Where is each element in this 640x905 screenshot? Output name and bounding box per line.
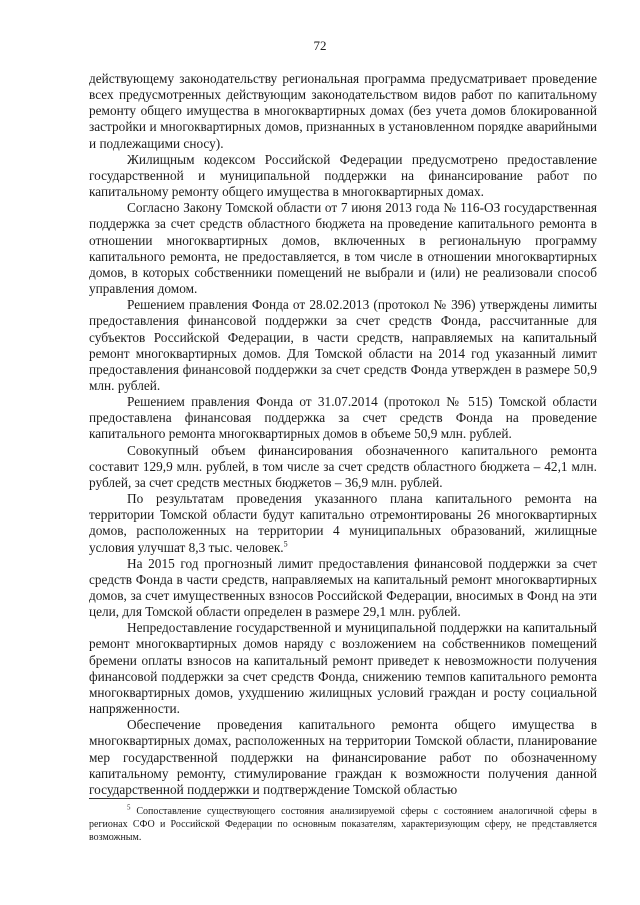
paragraph-4: Решением правления Фонда от 28.02.2013 (протокол № 396) утверждены лимиты предоставления финансовой поддержки за счет средств Фонда, рассчитанные для субъектов Российской Федерации, в части средств, направляемых на капитальный ремонт многоквартирных домов. Для Томской области на 2014 год указанный лимит предоставления финансовой поддержки за счет средств Фонда утвержден в размере 50,9 млн. рублей. [89, 297, 597, 393]
paragraph-3: Согласно Закону Томской области от 7 июня 2013 года № 116-ОЗ государственная поддержка за счет средств областного бюджета на проведение капитального ремонта в отношении многоквартирных домов, включенных в региональную программу капитального ремонта, не предоставляется, в том числе в отношении многоквартирных домов, в которых собственники помещений не выбрали и (или) не реализовали способ управления домом. [89, 200, 597, 297]
paragraph-5: Решением правления Фонда от 31.07.2014 (протокол № 515) Томской области предоставлена финансовая поддержка за счет средств Фонда на проведение капитального ремонта многоквартирных домов в объеме 50,9 млн. рублей. [89, 394, 597, 442]
page-number: 72 [313, 38, 327, 53]
footnote-reference[interactable]: 5 [283, 539, 288, 549]
paragraph-7: По результатам проведения указанного плана капитального ремонта на территории Томской области будут капитально отремонтированы 26 многоквартирных домов, расположенных на территории 4 муниципальных образований, жилищные условия улучшат 8,3 тыс. человек.$^5$ [89, 491, 597, 555]
paragraph-10: Обеспечение проведения капитального ремонта общего имущества в многоквартирных домах, расположенных на территории Томской области, планирование мер государственной поддержки на финансирование работ по обозначенному капитальному ремонту, стимулирование граждан к возможности получения данной государственной поддержки и подтверждение Томской областью [89, 717, 597, 797]
body-text [89, 71, 597, 798]
paragraph-2: Жилищным кодексом Российской Федерации предусмотрено предоставление государственной и муниципальной поддержки на финансирование работ по капитальному ремонту общего имущества в многоквартирных домах. [89, 151, 597, 200]
paragraph-6: Совокупный объем финансирования обозначенного капитального ремонта составит 129,9 млн. рублей, в том числе за счет средств областного бюджета – 42,1 млн. рублей, за счет средств местных бюджетов – 36,9 млн. рублей. [89, 442, 597, 490]
footnote [89, 805, 597, 844]
paragraph-9: Непредоставление государственной и муниципальной поддержки на капитальный ремонт многоквартирных домов наряду с возложением на собственников помещений бремени оплаты взносов на капитальный ремонт приведет к невозможности получения финансовой поддержки за счет средств Фонда, снижению темпов капитального ремонта многоквартирных домов, ухудшению жилищных условий граждан и росту социальной напряженности. [89, 620, 597, 717]
footnote-text: Сопоставление существующего состояния анализируемой сферы с состоянием аналогичной сферы в регионах СФО и Российской Федерации по основным показателям, характеризующим сферу, не представляется возможным. [89, 806, 598, 843]
paragraph-8: На 2015 год прогнозный лимит предоставления финансовой поддержки за счет средств Фонда в части средств, направляемых на капитальный ремонт многоквартирных домов, за счет имущественных взносов Российской Федерации, вносимых в Фонд на эти цели, для Томской области определен в размере 29,1 млн. рублей. [89, 555, 597, 620]
paragraph-1: действующему законодательству региональная программа предусматривает проведение всех предусмотренных действующим законодательством видов работ по капитальному ремонту общего имущества в многоквартирных домах (без учета домов блокированной застройки и многоквартирных домов, признанных в установленном порядке аварийными и подлежащими сносу). [89, 71, 597, 151]
footnote-divider [89, 798, 259, 799]
footnote-number: 5 [127, 803, 131, 812]
